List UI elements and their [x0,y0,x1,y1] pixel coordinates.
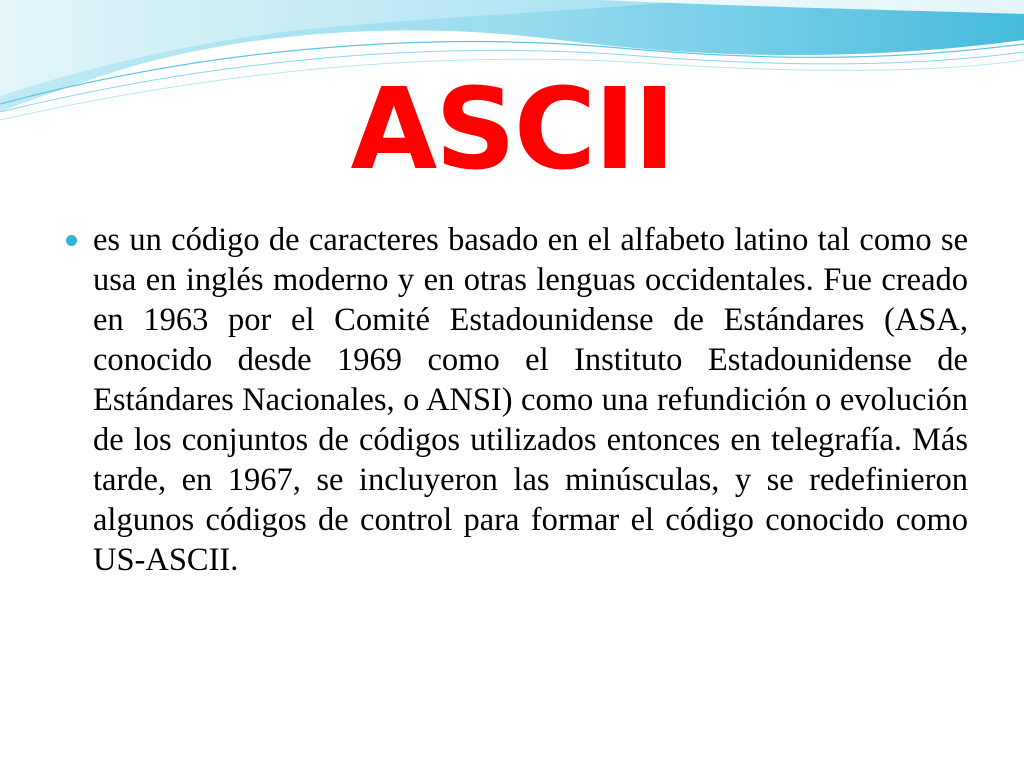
slide-body [60,220,968,580]
circle-bullet-icon [66,235,77,246]
bullet-text: es un código de caracteres basado en el alfabeto latino tal como se usa en inglés moderno y en otras lenguas occidentales. Fue creado en 1963 por el Comité Estadounidense de Estándares (ASA, conocido desde 1969 como el Instituto Estadounidense de Estándares Nacionales, o ANSI) como una refundición o evolución de los conjuntos de códigos utilizados entonces en telegrafía. Más tarde, en 1967, se incluyeron las minúsculas, y se redefinieron algunos códigos de control para formar el código conocido como US-ASCII. [93,222,968,578]
slide-title: ASCII [350,65,674,195]
bullet-item [60,220,968,580]
